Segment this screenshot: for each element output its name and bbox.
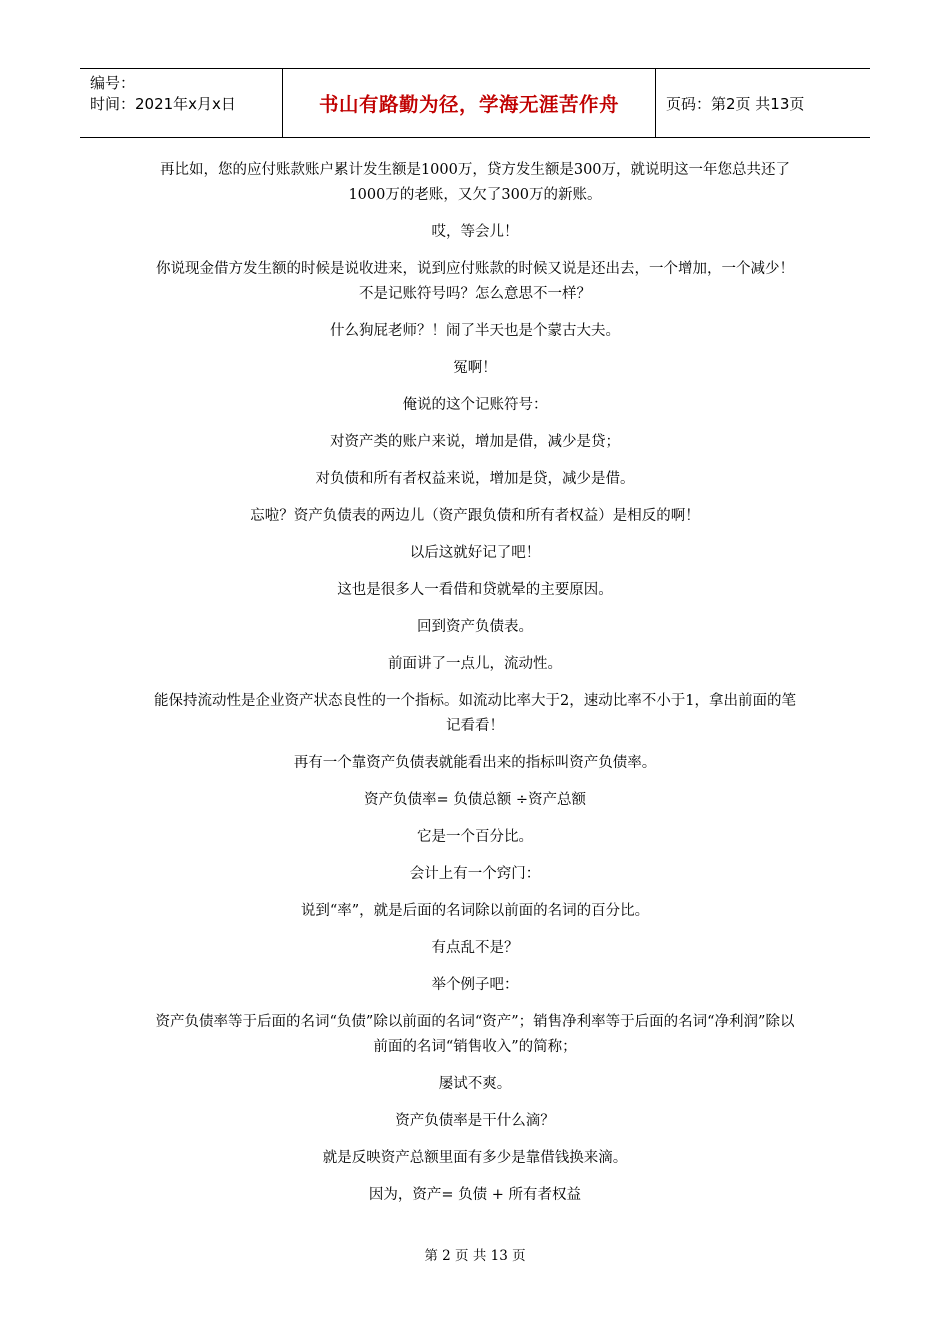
paragraph: 忘啦？资产负债表的两边儿（资产跟负债和所有者权益）是相反的啊！ xyxy=(250,508,700,524)
header-motto: 书山有路勤为径，学海无涯苦作舟 xyxy=(282,69,656,137)
paragraph: 回到资产负债表。 xyxy=(417,619,533,635)
page-header xyxy=(80,68,870,138)
paragraph: 屡试不爽。 xyxy=(438,1076,512,1092)
paragraph: 资产负债率是干什么滴？ xyxy=(395,1113,555,1129)
page-footer: 第 2 页 共 13 页 xyxy=(424,1248,526,1264)
paragraph: 资产负债率等于后面的名词“负债”除以前面的名词“资产”；销售净利率等于后面的名词“净利润”除以前面的名词“销售收入”的简称； xyxy=(155,1014,795,1055)
time-label: 时间：2021年x月x日 xyxy=(90,95,236,113)
number-label: 编号： xyxy=(90,74,136,92)
header-page-label: 页码：第2页 共13页 xyxy=(666,94,805,113)
header-meta xyxy=(80,69,282,137)
paragraph: 什么狗屁老师？！闹了半天也是个蒙古大夫。 xyxy=(330,323,620,339)
paragraph: 举个例子吧： xyxy=(431,977,519,993)
paragraph: 你说现金借方发生额的时候是说收进来，说到应付账款的时候又说是还出去，一个增加，一个减少！不是记账符号吗？怎么意思不一样？ xyxy=(156,261,794,302)
paragraph: 就是反映资产总额里面有多少是靠借钱换来滴。 xyxy=(322,1150,628,1166)
paragraph: 对负债和所有者权益来说，增加是贷，减少是借。 xyxy=(315,471,635,487)
paragraph: 说到“率”，就是后面的名词除以前面的名词的百分比。 xyxy=(300,903,650,919)
paragraph: 它是一个百分比。 xyxy=(417,829,533,845)
paragraph: 会计上有一个窍门： xyxy=(409,866,541,882)
paragraph: 因为，资产= 负债 + 所有者权益 xyxy=(368,1187,582,1203)
paragraph: 这也是很多人一看借和贷就晕的主要原因。 xyxy=(337,582,613,598)
paragraph: 对资产类的账户来说，增加是借，减少是贷； xyxy=(330,434,620,450)
paragraph: 再比如，您的应付账款账户累计发生额是1000万，贷方发生额是300万，就说明这一年您总共还了1000万的老账，又欠了300万的新账。 xyxy=(159,162,791,203)
document-body xyxy=(150,158,800,1220)
paragraph: 以后这就好记了吧！ xyxy=(409,545,541,561)
paragraph: 有点乱不是？ xyxy=(431,940,519,956)
paragraph: 能保持流动性是企业资产状态良性的一个指标。如流动比率大于2，速动比率不小于1，拿出前面的笔记看看！ xyxy=(154,693,796,734)
paragraph: 哎，等会儿！ xyxy=(431,224,519,240)
paragraph: 冤啊！ xyxy=(453,360,497,376)
paragraph: 俺说的这个记账符号： xyxy=(402,397,548,413)
paragraph: 再有一个靠资产负债表就能看出来的指标叫资产负债率。 xyxy=(293,755,657,771)
paragraph: 前面讲了一点儿，流动性。 xyxy=(388,656,562,672)
paragraph: 资产负债率= 负债总额 ÷资产总额 xyxy=(363,792,587,808)
